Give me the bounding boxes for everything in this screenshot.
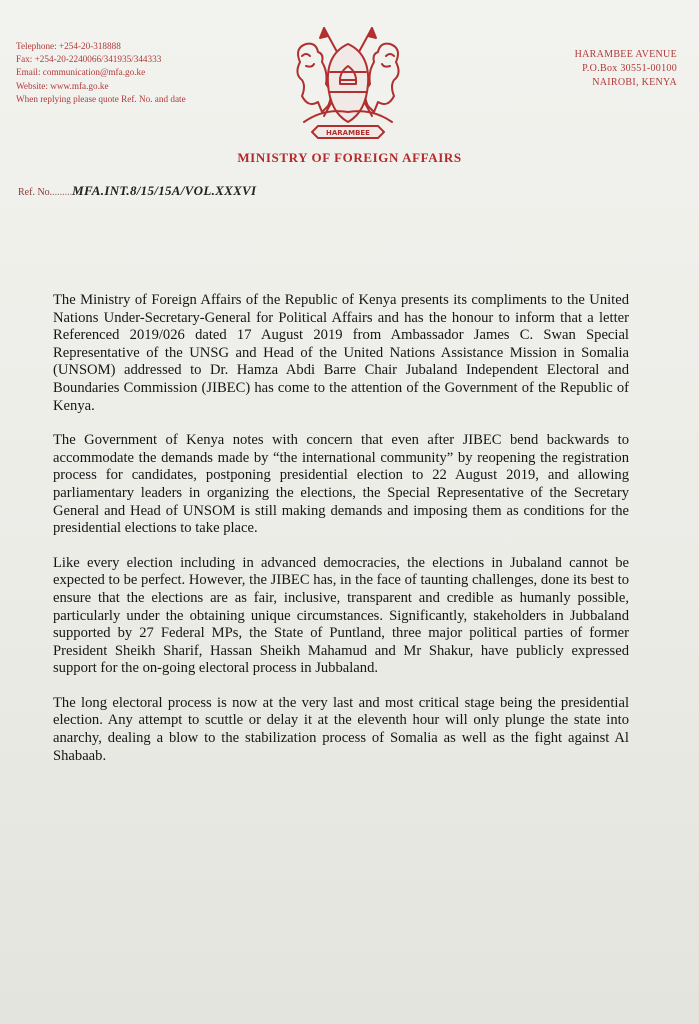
- crest-motto: HARAMBEE: [326, 129, 370, 137]
- website-line: Website: www.mfa.go.ke: [16, 80, 109, 91]
- ref-dots: ........: [52, 187, 73, 198]
- paragraph-1: The Ministry of Foreign Affairs of the Republic of Kenya presents its compliments to the United Nations Under-Secretary-General for Political Affairs and has the honour to inform that a letter Referenced 2019/026 dated 17 August 2019 from Ambassador James C. Swan Special Representative of the UNSG and Head of the United Nations Assistance Mission in Somalia (UNSOM) addressed to Dr. Hamza Abdi Barre Chair Jubaland Independent Electoral and Boundaries Commission (JIBEC) has come to the attention of the Government of the Republic of Kenya.: [53, 292, 629, 414]
- ref-number: MFA.INT.8/15/15A/VOL.XXXVI: [72, 183, 257, 198]
- fax-line: Fax: +254-20-2240066/341935/344333: [16, 54, 162, 65]
- ref-label: Ref. No.: [18, 187, 53, 198]
- telephone-line: Telephone: +254-20-318888: [16, 41, 121, 51]
- contact-block: [16, 40, 276, 106]
- address-street: HARAMBEE AVENUE: [574, 49, 677, 60]
- reply-instruction: When replying please quote Ref. No. and date: [16, 93, 186, 104]
- reference-line: [18, 183, 256, 199]
- address-city: NAIROBI, KENYA: [592, 77, 677, 88]
- paragraph-4: The long electoral process is now at the very last and most critical stage being the presidential election. Any attempt to scuttle or delay it at the eleventh hour will only plunge the state into anarchy, dealing a blow to the stabilization process of Somalia as well as the fight against Al Shabaab.: [53, 694, 629, 764]
- ministry-title: MINISTRY OF FOREIGN AFFAIRS: [237, 150, 462, 165]
- email-line: Email: communication@mfa.go.ke: [16, 67, 146, 78]
- letter-body: [53, 292, 629, 782]
- postal-address: [497, 48, 677, 90]
- coat-of-arms-icon: [284, 22, 412, 142]
- paragraph-3: Like every election including in advanced democracies, the elections in Jubaland cannot be expected to be perfect. However, the JIBEC has, in the face of taunting challenges, done its best to ensure that the elections are as fair, inclusive, transparent and credible as humanly possible, particularly under the obtaining unique circumstances. Significantly, stakeholders in Jubbaland supported by 27 Federal MPs, the State of Puntland, three major political parties of former President Sheikh Sharif, Hassan Sheikh Mahamud and Mr Shakur, have publicly expressed support for the on-going electoral process in Jubbaland.: [53, 554, 629, 677]
- address-pobox: P.O.Box 30551-00100: [582, 63, 677, 74]
- paragraph-2: The Government of Kenya notes with concern that even after JIBEC bend backwards to accommodate the demands made by “the international community” by reopening the registration process for candidates, postponing presidential election to 22 August 2019, and allowing parliamentary leaders in organizing the elections, the Special Representative of the Secretary General and Head of UNSOM is still making demands and imposing them as conditions for the presidential elections to take place.: [53, 432, 629, 537]
